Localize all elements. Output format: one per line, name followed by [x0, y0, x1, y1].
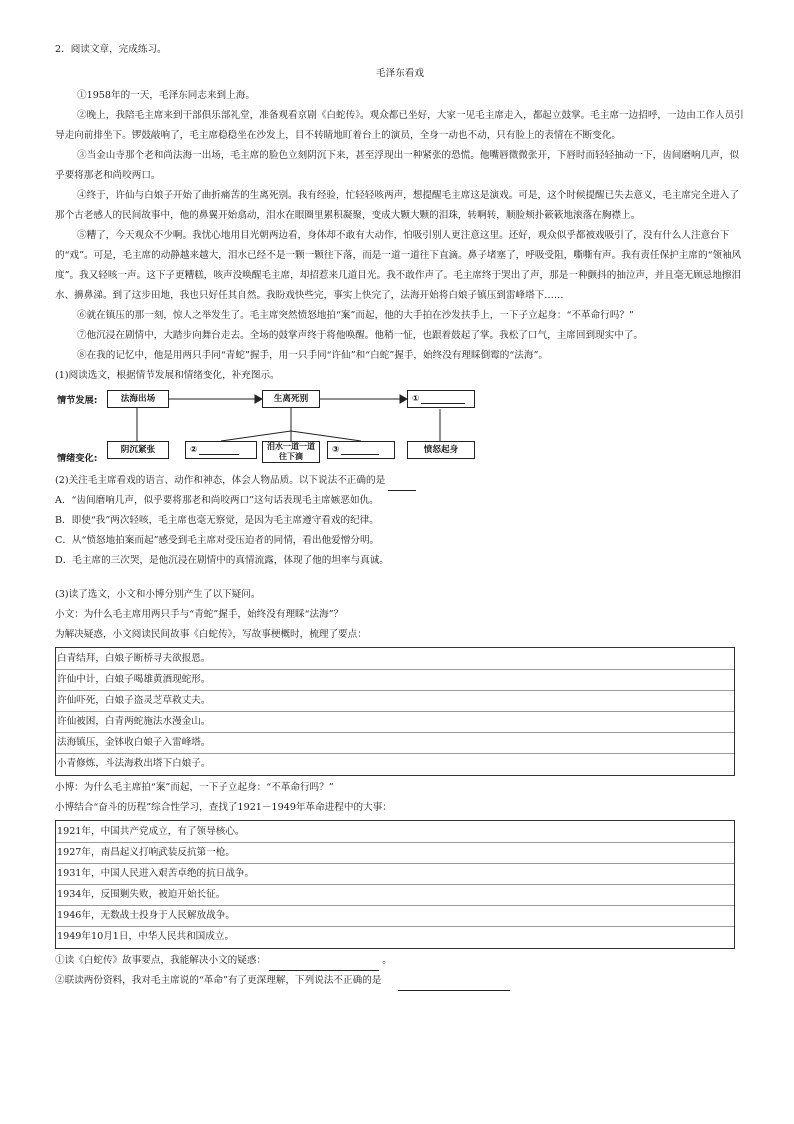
- paragraph-8: ⑧在我的记忆中，他是用两只手同“青蛇”握手，用一只手同“许仙”和“白蛇”握手，始终没有理睬倒霉的“法海”。: [77, 350, 548, 361]
- plot-label: 情节发展:: [57, 395, 98, 406]
- emotion-node-5: 愤怒起身: [407, 441, 475, 459]
- spacer: [55, 571, 745, 585]
- event-item: 1934年，反围剿失败，被迫开始长征。: [56, 885, 734, 906]
- story-point: 许仙吓死，白娘子盗灵芝草救丈夫。: [56, 691, 734, 712]
- q3-sub1-text: ①读《白蛇传》故事要点，我能解决小文的疑惑：: [55, 955, 267, 966]
- arrowhead-1: [255, 395, 262, 403]
- revolution-events-box: [55, 820, 735, 949]
- xiaowen-intro: 为解决疑惑，小文阅读民间故事《白蛇传》，写故事梗概时，梳理了要点：: [55, 629, 367, 640]
- plot-node-3-label: ①: [412, 394, 420, 404]
- emotion-node-4-blank[interactable]: [341, 445, 379, 455]
- emotion-label: 情绪变化:: [57, 453, 98, 464]
- paragraph-4: ④终于，许仙与白娘子开始了曲折痛苦的生离死别。我有经验，忙轻轻咳两声，想提醒毛主席这是演戏。可是，这个时候提醒已失去意义，毛主席完全进入了那个古老感人的民间故事中，他的鼻翼开始翕动，泪水在眼圈里累积凝聚，变成大颗大颗的泪珠，转啊转，顺脸颊扑簌簌地滚落在胸襟上。: [55, 190, 739, 221]
- emotion-node-2-label: ②: [190, 445, 198, 455]
- connector-b3: [291, 431, 361, 441]
- event-item: 1946年，无数战士投身于人民解放战争。: [56, 906, 734, 927]
- plot-node-2: 生离死别: [262, 390, 320, 408]
- xiaowen-question: 小文：为什么毛主席用两只手与“青蛇”握手，始终没有理睬“法海”？: [55, 609, 344, 620]
- story-point: 许仙中计，白娘子喝雄黄酒现蛇形。: [56, 670, 734, 691]
- xiaobo-question: 小博：为什么毛主席拍“案”而起，一下子立起身：“不革命行吗？”: [55, 782, 334, 793]
- emotion-node-3: 泪水一道一道往下滴: [262, 441, 320, 463]
- q2-option-b: B．即使“我”两次轻咳，毛主席也毫无察觉，是因为毛主席遵守看戏的纪律。: [55, 515, 379, 526]
- q1-prompt: (1)阅读选文，根据情节发展和情绪变化，补充图示。: [55, 370, 280, 381]
- q2-prompt: [55, 471, 745, 491]
- paragraph-6: ⑥就在镇压的那一刻，惊人之举发生了。毛主席突然愤怒地拍“案”而起，他的大手拍在沙发扶手上，一下子立起身：“不革命行吗？”: [77, 310, 634, 321]
- xiaobo-intro: 小博结合“奋斗的历程”综合性学习，查找了1921－1949年革命进程中的大事：: [55, 802, 392, 813]
- event-item: 1927年，南昌起义打响武装反抗第一枪。: [56, 843, 734, 864]
- story-point: 许仙被困，白青两蛇施法水漫金山。: [56, 712, 734, 733]
- paragraph-3: ③当金山寺那个老和尚法海一出场，毛主席的脸色立刻阴沉下来，甚至浮现出一种紧张的恐慌。他嘴唇微微张开，下唇时而轻轻抽动一下，齿间磨响几声，似乎要将那老和尚咬两口。: [55, 150, 739, 181]
- emotion-node-2-blank[interactable]: [199, 445, 239, 455]
- paragraph-2: ②晚上，我陪毛主席来到干部俱乐部礼堂，准备观看京剧《白蛇传》。观众都已坐好，大家一见毛主席走入，都起立鼓掌。毛主席一边招呼，一边由工作人员引导走向前排坐下。锣鼓敲响了，毛主席稳稳坐在沙发上，目不转睛地盯着台上的演员，全身一动也不动，只有脸上的表情在不断变化。: [55, 110, 744, 141]
- q2-answer-blank[interactable]: [388, 490, 416, 491]
- paragraph-7: ⑦他沉浸在剧情中，大踏步向舞台走去。全场的鼓掌声终于将他唤醒。他稍一怔，也跟着鼓起了掌。我松了口气，主席回到现实中了。: [77, 330, 644, 341]
- event-item: 1949年10月1日，中华人民共和国成立。: [57, 931, 235, 942]
- event-item: 1931年，中国人民进入艰苦卓绝的抗日战争。: [56, 864, 734, 885]
- plot-emotion-diagram: [55, 389, 485, 471]
- q3-prompt: (3)读了选文，小文和小博分别产生了以下疑问。: [55, 589, 261, 600]
- q3-sub2-text: ②联读两份资料，我对毛主席说的“革命”有了更深理解，下列说法不正确的是: [55, 975, 382, 986]
- emotion-node-4-label: ③: [332, 445, 340, 455]
- q2-option-c: C．从“愤怒地拍案而起”感受到毛主席对受压迫者的同情，看出他爱憎分明。: [55, 535, 380, 546]
- q3-sub2: [55, 971, 745, 991]
- emotion-node-4[interactable]: [327, 441, 395, 459]
- document-page: [55, 40, 745, 991]
- plot-node-3-blank[interactable]: [421, 394, 465, 404]
- emotion-node-1: 阴沉紧张: [107, 441, 169, 459]
- arrowhead-2: [400, 395, 407, 403]
- q3-sub2-blank[interactable]: [398, 990, 510, 991]
- q3-sub1: [55, 951, 745, 971]
- paragraph-5: ⑤糟了，今天观众不少啊。我忧心地用目光朝两边看，身体却不敢有大动作，怕吸引别人更注意这里。还好，观众似乎都被戏吸引了，没有什么人注意台下的“戏”。可是，毛主席的动静越来越大，泪水已经不是一颗一颗往下落，而是一道一道往下直滴。鼻子堵塞了，呼吸受阻，嘶嘶有声。我有责任保护主席的“领袖风度”。我又轻咳一声。这下子更糟糕，咳声没唤醒毛主席，却招惹来几道目光。我不敢作声了。毛主席终于哭出了声，那是一种颤抖的抽泣声，并且毫无顾忌地擦泪水、擤鼻涕。到了这步田地，我也只好任其自然。我盼戏快些完，事实上快完了，法海开始将白娘子镇压到雷峰塔下……: [55, 230, 742, 301]
- paragraph-1: ①1958年的一天，毛泽东同志来到上海。: [77, 90, 255, 101]
- q3-sub1-end: 。: [382, 955, 392, 966]
- emotion-node-2[interactable]: [185, 441, 257, 459]
- question-prompt: 2．阅读文章，完成练习。: [55, 44, 167, 55]
- story-points-box: [55, 647, 735, 776]
- q2-prompt-text: (2)关注毛主席看戏的语言、动作和神态，体会人物品质。以下说法不正确的是: [55, 475, 386, 486]
- story-point: 小青修炼，斗法海救出塔下白娘子。: [57, 758, 211, 769]
- article-title: 毛泽东看戏: [376, 68, 424, 79]
- story-point: 白青结拜，白娘子断桥寻夫欲报恩。: [56, 649, 734, 670]
- event-item: 1921年，中国共产党成立，有了领导核心。: [56, 822, 734, 843]
- plot-node-1: 法海出场: [107, 390, 169, 408]
- q2-option-a: A．“齿间磨响几声，似乎要将那老和尚咬两口”这句话表现毛主席嫉恶如仇。: [55, 495, 379, 506]
- connector-b1: [221, 431, 291, 441]
- story-point: 法海镇压，金钵收白娘子入雷峰塔。: [56, 733, 734, 754]
- q2-option-d: D．毛主席的三次哭，是他沉浸在剧情中的真情流露，体现了他的坦率与真诚。: [55, 555, 389, 566]
- plot-node-3[interactable]: [407, 390, 475, 408]
